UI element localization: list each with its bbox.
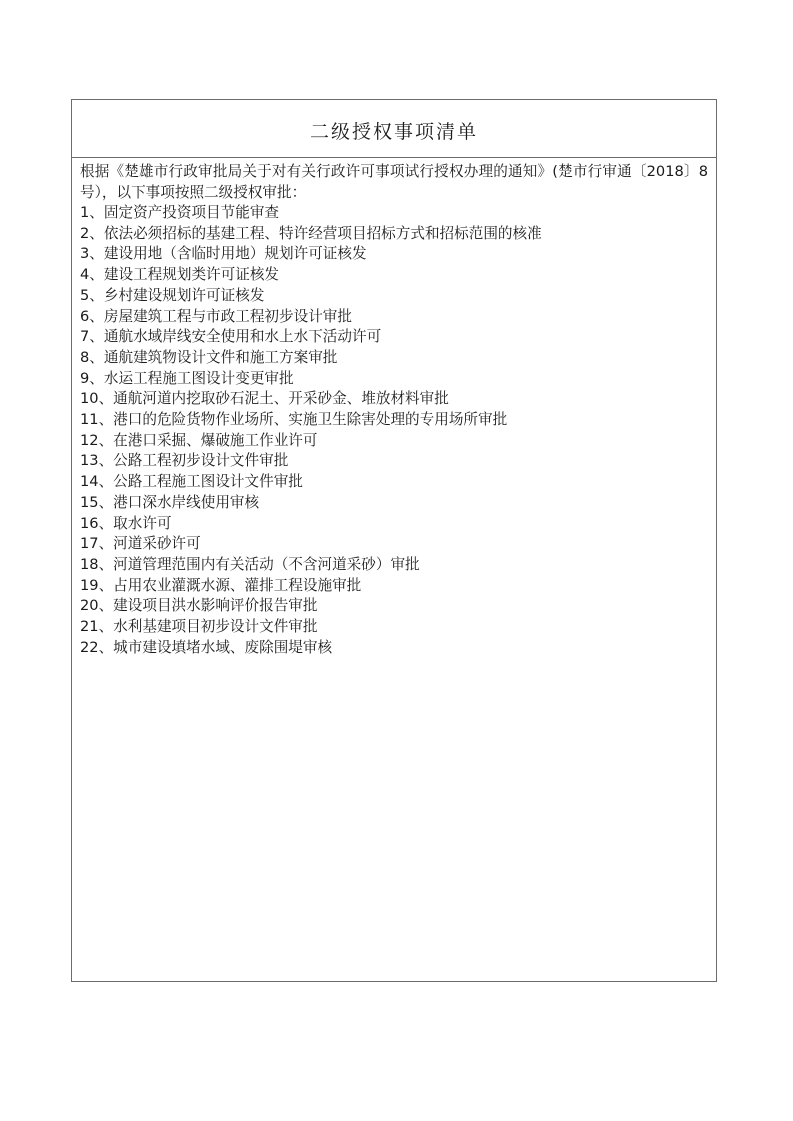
list-item: 1、固定资产投资项目节能审查 (80, 204, 280, 221)
list-item: 6、房屋建筑工程与市政工程初步设计审批 (80, 307, 352, 325)
list-item: 4、建设工程规划类许可证核发 (80, 266, 280, 284)
list-item: 9、水运工程施工图设计变更审批 (80, 369, 294, 387)
list-item: 7、通航水域岸线安全使用和水上水下活动许可 (80, 328, 382, 346)
list-item: 2、依法必须招标的基建工程、特许经营项目招标方式和招标范围的核准 (80, 224, 542, 242)
list-item: 22、城市建设填堵水域、废除围堤审核 (80, 638, 333, 656)
list-item: 8、通航建筑物设计文件和施工方案审批 (80, 348, 338, 366)
content-cell (72, 158, 716, 658)
list-item: 21、水利基建项目初步设计文件审批 (80, 618, 318, 636)
authorization-item-list (80, 203, 708, 658)
list-item: 11、港口的危险货物作业场所、实施卫生除害处理的专用场所审批 (80, 411, 508, 429)
list-item: 13、公路工程初步设计文件审批 (80, 452, 289, 470)
list-item: 3、建设用地（含临时用地）规划许可证核发 (80, 245, 367, 263)
list-item: 18、河道管理范围内有关活动（不含河道采砂）审批 (80, 555, 420, 573)
document-title: 二级授权事项清单 (309, 121, 478, 143)
document-frame (71, 99, 717, 982)
list-item: 19、占用农业灌溉水源、灌排工程设施审批 (80, 576, 362, 594)
list-item: 17、河道采砂许可 (80, 535, 201, 553)
list-item: 20、建设项目洪水影响评价报告审批 (80, 597, 318, 615)
title-cell (72, 100, 716, 158)
list-item: 15、港口深水岸线使用审核 (80, 493, 260, 511)
list-item: 12、在港口采掘、爆破施工作业许可 (80, 431, 318, 449)
list-item: 10、通航河道内挖取砂石泥土、开采砂金、堆放材料审批 (80, 390, 449, 408)
intro-paragraph: 根据《楚雄市行政审批局关于对有关行政许可事项试行授权办理的通知》(楚市行审通〔2018〕8号），以下事项按照二级授权审批： (80, 163, 708, 201)
list-item: 5、乡村建设规划许可证核发 (80, 286, 265, 304)
list-item: 14、公路工程施工图设计文件审批 (80, 473, 303, 491)
list-item: 16、取水许可 (80, 514, 172, 532)
